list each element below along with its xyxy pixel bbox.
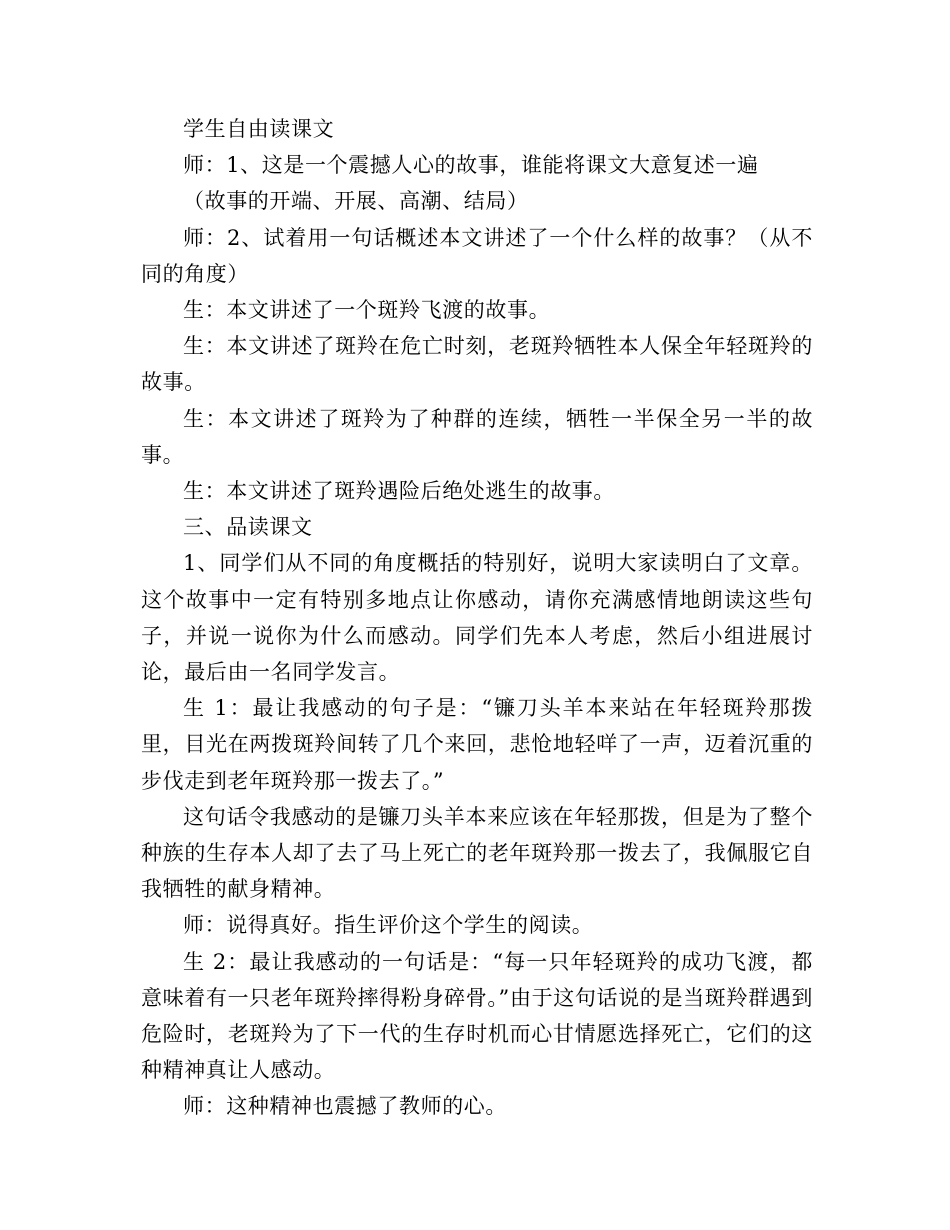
paragraph-student-answer-3: 生：本文讲述了斑羚为了种群的连续，牺牲一半保全另一半的故事。 — [141, 406, 813, 467]
paragraph-reading-task: 1、同学们从不同的角度概括的特别好，说明大家读明白了文章。这个故事中一定有特别多地点让你感动，请你充满感情地朗读这些句子，并说一说你为什么而感动。同学们先本人考虑，然后小组进展讨论，最后由一名同学发言。 — [141, 551, 813, 685]
paragraph-student-1-quote: 生 1：最让我感动的句子是：“镰刀头羊本来站在年轻斑羚那拨里，目光在两拨斑羚间转了几个来回，悲怆地轻咩了一声，迈着沉重的步伐走到老年斑羚那一拨去了。” — [141, 696, 813, 793]
section-heading-close-reading: 三、品读课文 — [183, 515, 313, 540]
paragraph-student-answer-2: 生：本文讲述了斑羚在危亡时刻，老斑羚牺牲本人保全年轻斑羚的故事。 — [141, 334, 813, 395]
paragraph-story-structure: （故事的开端、开展、高潮、结局） — [183, 189, 529, 214]
paragraph-teacher-closing: 师：这种精神也震撼了教师的心。 — [183, 1094, 507, 1119]
document-body — [141, 111, 813, 1125]
paragraph-free-reading: 学生自由读课文 — [183, 117, 335, 141]
paragraph-student-2-quote: 生 2：最让我感动的一句话是：“每一只年轻斑羚的成功飞渡，都意味着有一只老年斑羚摔得粉身碎骨。”由于这句话说的是当斑羚群遇到危险时，老斑羚为了下一代的生存时机而心甘情愿选择死亡，它们的这种精神真让人感动。 — [141, 949, 813, 1083]
paragraph-student-answer-1: 生：本文讲述了一个斑羚飞渡的故事。 — [183, 298, 551, 323]
paragraph-teacher-question-1: 师：1、这是一个震撼人心的故事，谁能将课文大意复述一遍 — [183, 153, 759, 178]
paragraph-student-1-reason: 这句话令我感动的是镰刀头羊本来应该在年轻那拨，但是为了整个种族的生存本人却了去了马上死亡的老年斑羚那一拨去了，我佩服它自我牺牲的献身精神。 — [141, 804, 813, 902]
paragraph-teacher-praise: 师：说得真好。指生评价这个学生的阅读。 — [183, 913, 594, 938]
paragraph-student-answer-4: 生：本文讲述了斑羚遇险后绝处逃生的故事。 — [183, 479, 615, 504]
paragraph-teacher-question-2: 师：2、试着用一句话概述本文讲述了一个什么样的故事？（从不同的角度） — [141, 225, 813, 286]
